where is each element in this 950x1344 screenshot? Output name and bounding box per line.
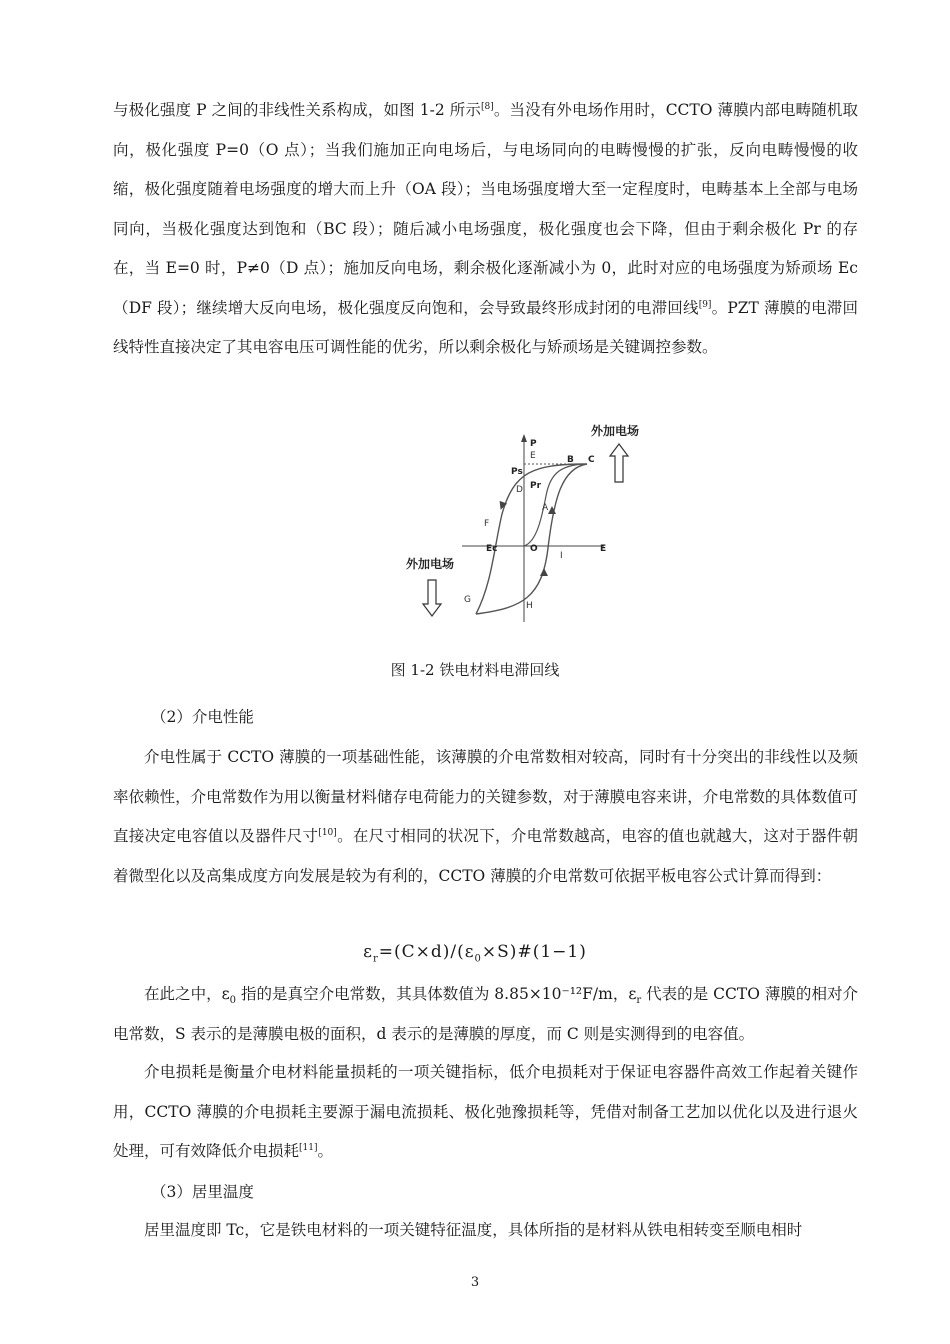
label-i: I — [560, 551, 563, 561]
label-pr: Pr — [530, 481, 542, 491]
paragraph-text: 。当没有外电场作用时，CCTO 薄膜内部电畴随机取向，极化强度 P=0（O 点）；当我们施加正向电场后，与电场同向的电畴慢慢的扩张，反向电畴慢慢的收缩，极化强度随着电场强度的增大而上升（OA 段）；当电场强度增大至一定程度时，电畴基本上全部与电场同向，当极化强度达到饱和（BC 段）；随后减小电场强度，极化强度也会下降，但由于剩余极化 Pr 的存在，当 E=0 时，P≠0（D 点）；施加反向电场，剩余极化逐渐减小为 0，此时对应的电场强度为矫顽场 Ec（DF 段）；继续增大反向电场，极化强度反向饱和，会导致最终形成封闭的电滞回线 — [113, 101, 858, 317]
label-ec: Ec — [486, 544, 498, 554]
eq-sub-r: r — [372, 953, 379, 965]
eq-middle: =(C×d)/(ε — [378, 942, 475, 962]
subscript: 0 — [229, 995, 237, 1007]
citation-ref: [8] — [481, 101, 494, 112]
label-h: H — [526, 601, 533, 611]
paragraph-hysteresis — [113, 91, 858, 368]
paragraph-text: 介电性属于 CCTO 薄膜的一项基础性能，该薄膜的介电常数相对较高，同时有十分突出的非线性以及频率依赖性，介电常数作为用以衡量材料储存电荷能力的关键参数，对于薄膜电容来讲，介电常数的具体数值可直接决定电容值以及器件尺寸 — [113, 748, 858, 845]
hollow-down-arrow-icon — [423, 580, 441, 616]
paragraph-text: 介电损耗是衡量介电材料能量损耗的一项关键指标，低介电损耗对于保证电容器件高效工作起着关键作用，CCTO 薄膜的介电损耗主要源于漏电流损耗、极化弛豫损耗等，凭借对制备工艺加以优化以及进行退火处理，可有效降低介电损耗 — [113, 1063, 858, 1160]
citation-ref: [10] — [318, 827, 337, 838]
figure-caption: 图 1-2 铁电材料电滞回线 — [390, 661, 560, 679]
paragraph-curie: 居里温度即 Tc，它是铁电材料的一项关键特征温度，具体所指的是材料从铁电相转变至顺电相时 — [144, 1221, 803, 1239]
label-e-axis: E — [600, 544, 607, 554]
label-d: D — [516, 485, 523, 495]
label-a: A — [542, 503, 549, 513]
paragraph-dielectric — [113, 738, 858, 896]
hysteresis-loop-diagram — [402, 418, 664, 630]
external-field-label-positive: 外加电场 — [591, 424, 640, 438]
citation-ref: [9] — [698, 299, 712, 310]
external-field-label-negative: 外加电场 — [406, 557, 455, 571]
subscript: r — [636, 995, 642, 1007]
paragraph-dielectric-loss — [113, 1053, 858, 1172]
label-b: B — [567, 455, 574, 465]
paragraph-text: 在此之中，ε — [144, 985, 230, 1003]
label-o: O — [530, 544, 538, 554]
eq-epsilon: ε — [363, 942, 373, 962]
paragraph-text: 指的是真空介电常数，其具体数值为 8.85×10⁻¹²F/m，ε — [236, 985, 637, 1003]
label-f: F — [484, 519, 490, 529]
section-heading-dielectric: （2）介电性能 — [151, 708, 254, 726]
arrow-up-icon — [540, 568, 548, 576]
initial-curve — [524, 464, 582, 546]
capacitance-equation — [0, 940, 950, 964]
p-axis-arrow — [521, 434, 527, 442]
paragraph-text: 与极化强度 P 之间的非线性关系构成，如图 1-2 所示 — [113, 101, 481, 119]
label-ps: Ps — [511, 467, 523, 477]
section-heading-curie: （3）居里温度 — [151, 1183, 254, 1201]
hysteresis-figure — [402, 418, 664, 630]
citation-ref: [11] — [299, 1142, 318, 1153]
paragraph-text: 。在尺寸相同的状况下，介电常数越高，电容的值也就越大，这对于器件朝着微型化以及高集成度方向发展是较为有利的，CCTO 薄膜的介电常数可依据平板电容公式计算而得到： — [113, 827, 858, 885]
label-p: P — [530, 439, 537, 449]
eq-sub-0: 0 — [474, 953, 482, 965]
label-g: G — [464, 595, 471, 605]
label-c: C — [588, 455, 595, 465]
paragraph-variables — [113, 975, 858, 1054]
eq-end: ×S)#(1−1) — [481, 942, 587, 962]
label-e-point: E — [530, 451, 536, 461]
paragraph-text: 。PZT 薄膜的电滞回线特性直接决定了其电容电压可调性能的优劣，所以剩余极化与矫顽场是关键调控参数。 — [113, 298, 858, 356]
page-number: 3 — [470, 1275, 480, 1290]
hollow-up-arrow-icon — [610, 444, 628, 482]
paragraph-text: 。 — [317, 1142, 334, 1160]
paragraph-text: 代表的是 CCTO 薄膜的相对介电常数，S 表示的是薄膜电极的面积，d 表示的是薄膜的厚度，而 C 则是实测得到的电容值。 — [113, 985, 858, 1043]
